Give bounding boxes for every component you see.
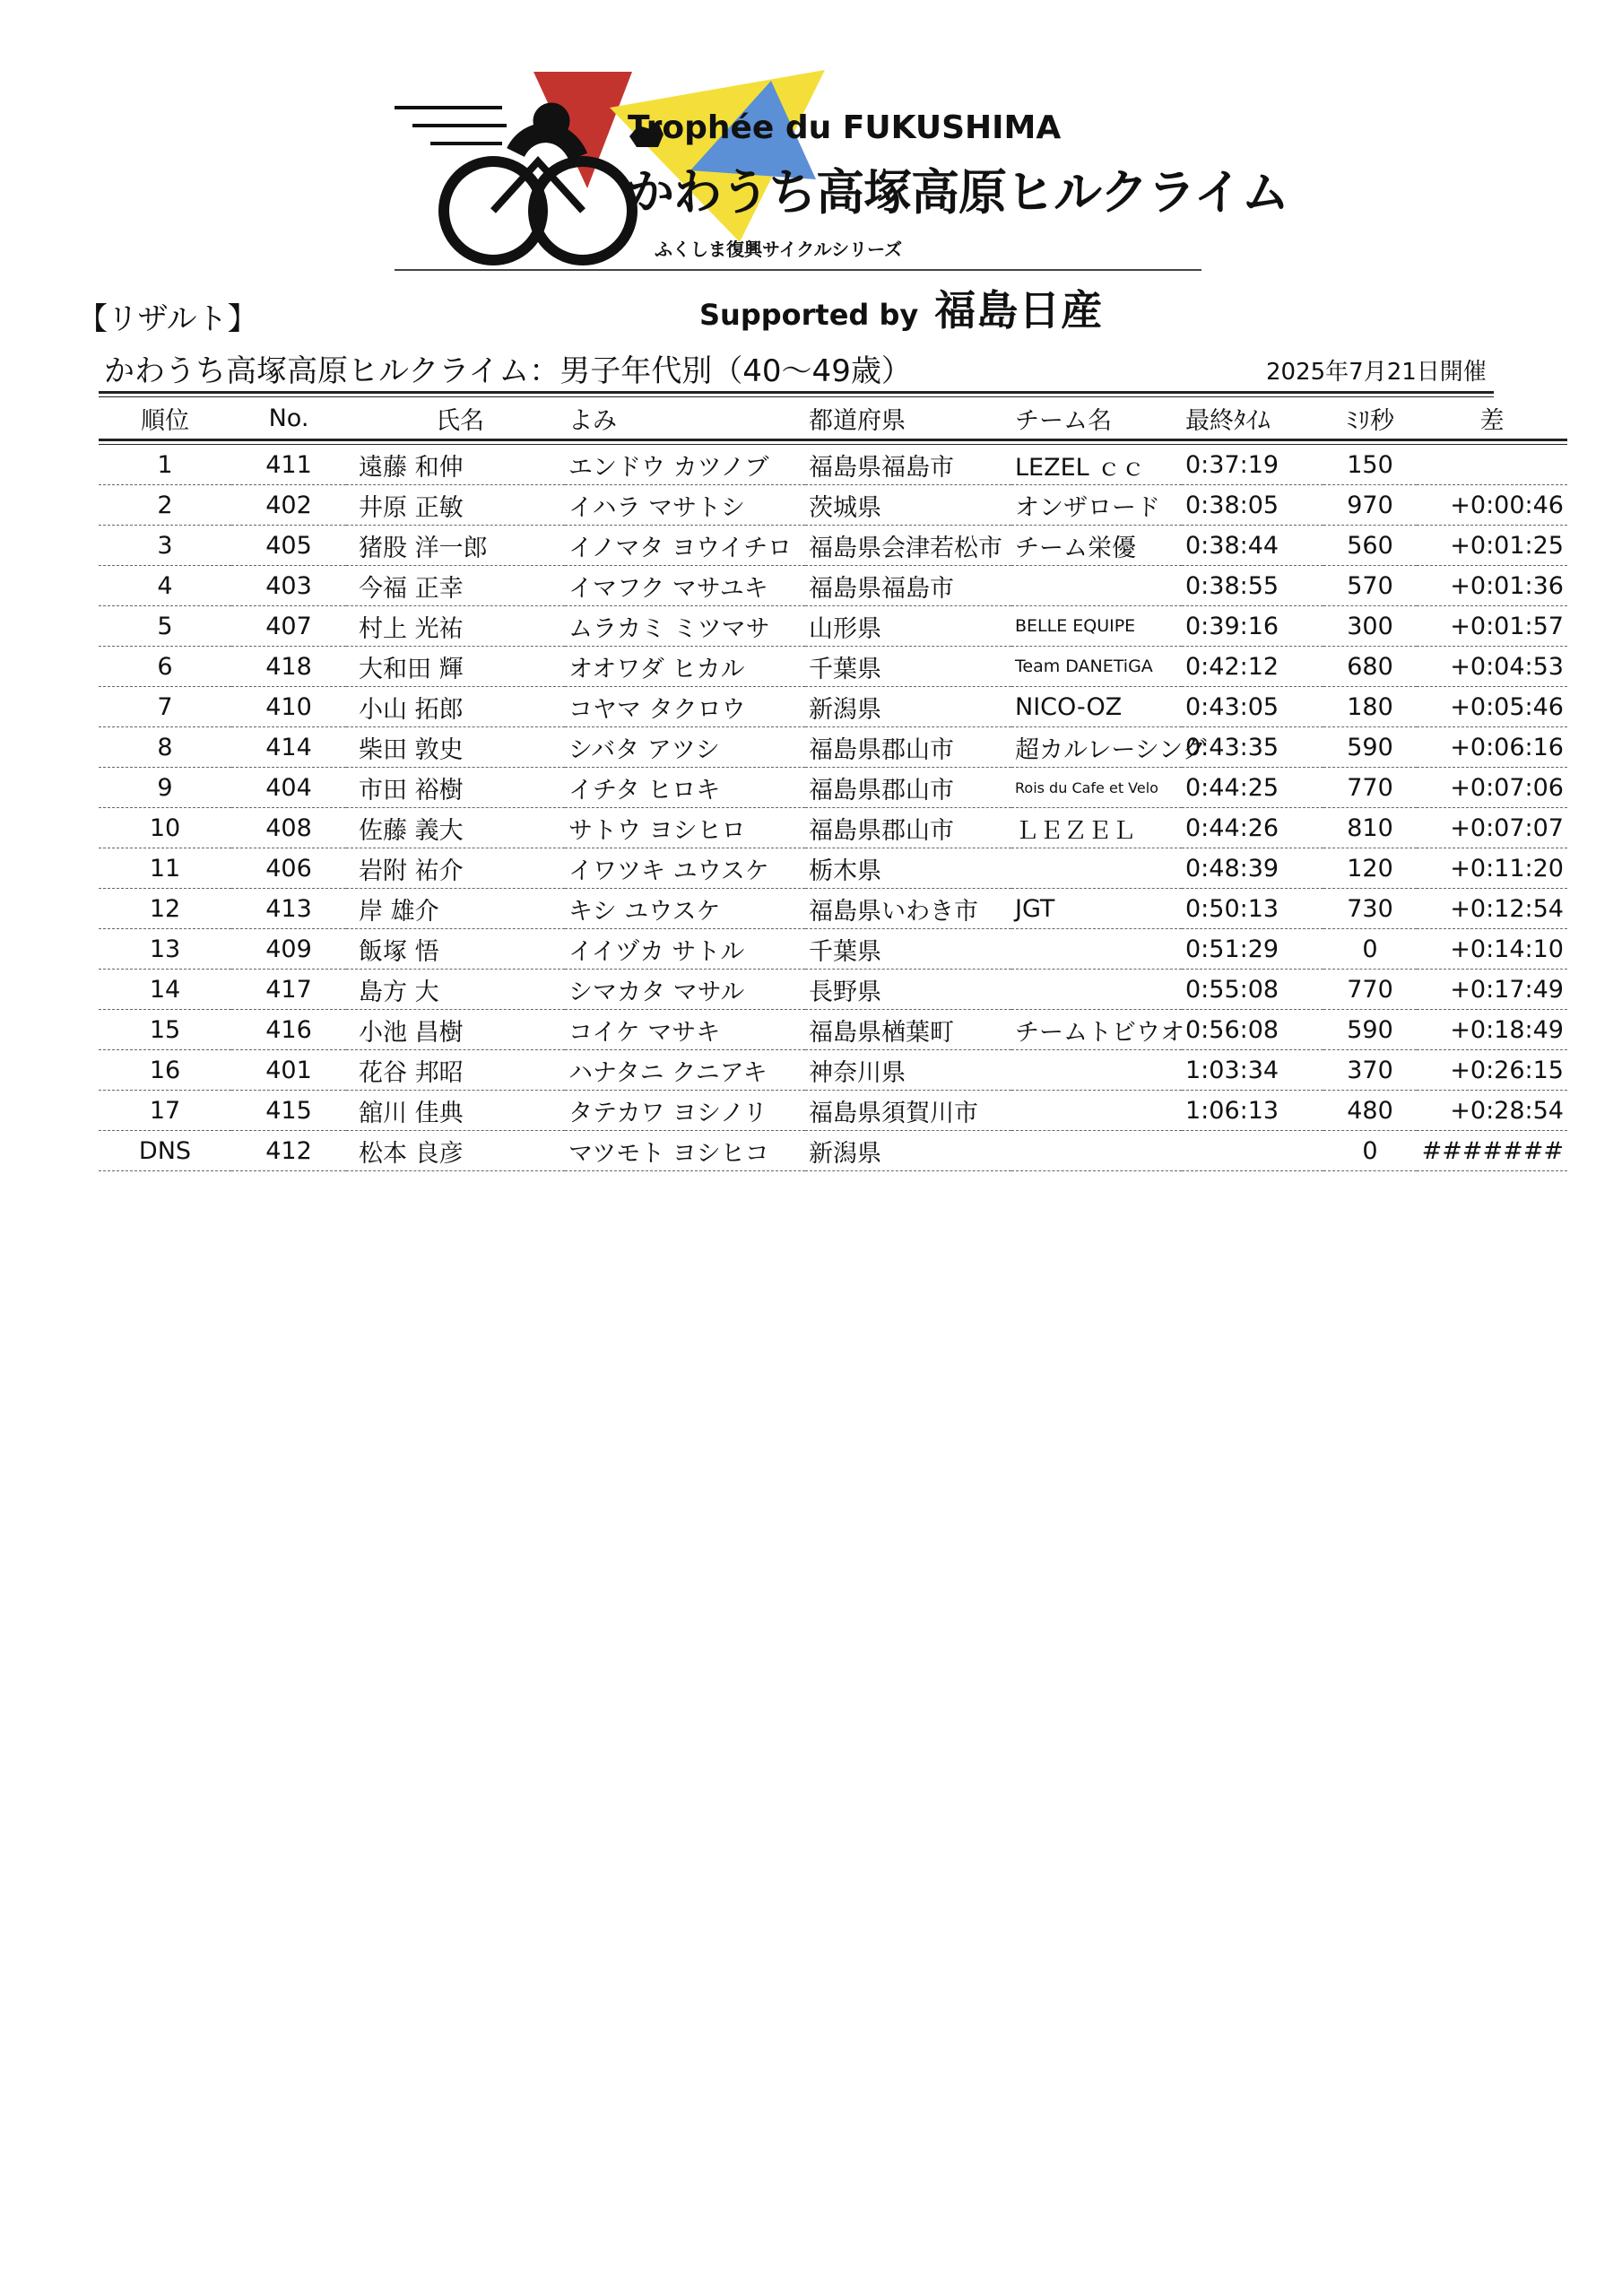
cell-pref: 福島県郡山市 bbox=[805, 808, 1011, 848]
table-header-row bbox=[99, 397, 1567, 439]
cell-rank: 17 bbox=[99, 1091, 231, 1131]
cell-time: 1:06:13 bbox=[1182, 1091, 1323, 1131]
table-row bbox=[99, 1010, 1567, 1050]
cell-ms: 300 bbox=[1323, 606, 1417, 647]
cell-time: 0:50:13 bbox=[1182, 889, 1323, 929]
cell-diff: +0:01:25 bbox=[1417, 526, 1567, 566]
cell-pref: 福島県須賀川市 bbox=[805, 1091, 1011, 1131]
cell-no: 415 bbox=[231, 1091, 346, 1131]
cell-diff: +0:01:57 bbox=[1417, 606, 1567, 647]
cell-diff: ####### bbox=[1417, 1131, 1567, 1171]
results-table bbox=[99, 397, 1567, 1171]
cell-name: 市田 裕樹 bbox=[346, 768, 565, 808]
cell-name: 柴田 敦史 bbox=[346, 727, 565, 768]
cell-team: Team DANETiGA bbox=[1011, 647, 1182, 687]
cell-rank: 2 bbox=[99, 485, 231, 526]
table-row bbox=[99, 445, 1567, 485]
cell-team bbox=[1011, 929, 1182, 970]
cell-time: 0:44:25 bbox=[1182, 768, 1323, 808]
cell-diff: +0:26:15 bbox=[1417, 1050, 1567, 1091]
table-row bbox=[99, 1131, 1567, 1171]
cell-name: 松本 良彦 bbox=[346, 1131, 565, 1171]
cell-no: 404 bbox=[231, 768, 346, 808]
cell-name: 村上 光祐 bbox=[346, 606, 565, 647]
cell-yomi: シバタ アツシ bbox=[565, 727, 805, 768]
results-table-wrap bbox=[99, 391, 1564, 1171]
cell-time: 0:38:44 bbox=[1182, 526, 1323, 566]
header-rule-row bbox=[99, 439, 1567, 445]
cell-rank: DNS bbox=[99, 1131, 231, 1171]
table-row bbox=[99, 1091, 1567, 1131]
cell-pref: 栃木県 bbox=[805, 848, 1011, 889]
logo-title: Trophée du FUKUSHIMA bbox=[628, 109, 1062, 146]
cell-yomi: イチタ ヒロキ bbox=[565, 768, 805, 808]
table-row bbox=[99, 526, 1567, 566]
cell-name: 岩附 祐介 bbox=[346, 848, 565, 889]
table-row bbox=[99, 606, 1567, 647]
cell-pref: 福島県福島市 bbox=[805, 566, 1011, 606]
cell-yomi: イハラ マサトシ bbox=[565, 485, 805, 526]
cell-yomi: タテカワ ヨシノリ bbox=[565, 1091, 805, 1131]
cell-pref: 新潟県 bbox=[805, 687, 1011, 727]
cell-yomi: エンドウ カツノブ bbox=[565, 445, 805, 485]
race-title: かわうち高塚高原ヒルクライム：男子年代別（40〜49歳） bbox=[104, 353, 912, 389]
supported-by bbox=[699, 278, 1103, 337]
sponsor-name: 福島日産 bbox=[934, 286, 1104, 335]
table-row bbox=[99, 647, 1567, 687]
cell-team: Rois du Cafe et Velo bbox=[1011, 768, 1182, 808]
table-top-rule bbox=[99, 391, 1494, 394]
cell-rank: 8 bbox=[99, 727, 231, 768]
cell-name: 小山 拓郎 bbox=[346, 687, 565, 727]
table-row bbox=[99, 1050, 1567, 1091]
cell-pref: 福島県郡山市 bbox=[805, 727, 1011, 768]
col-team: チーム名 bbox=[1015, 406, 1112, 435]
event-logo bbox=[395, 54, 1289, 287]
col-diff: 差 bbox=[1479, 406, 1505, 435]
cell-time: 0:42:12 bbox=[1182, 647, 1323, 687]
cell-no: 410 bbox=[231, 687, 346, 727]
header-rule-cell bbox=[99, 439, 1567, 445]
cell-ms: 0 bbox=[1323, 1131, 1417, 1171]
cell-rank: 1 bbox=[99, 445, 231, 485]
table-row bbox=[99, 889, 1567, 929]
cell-no: 416 bbox=[231, 1010, 346, 1050]
cell-ms: 0 bbox=[1323, 929, 1417, 970]
cell-ms: 590 bbox=[1323, 1010, 1417, 1050]
cell-no: 413 bbox=[231, 889, 346, 929]
cell-name: 遠藤 和伸 bbox=[346, 445, 565, 485]
cell-diff: +0:04:53 bbox=[1417, 647, 1567, 687]
cell-yomi: キシ ユウスケ bbox=[565, 889, 805, 929]
cell-time: 1:03:34 bbox=[1182, 1050, 1323, 1091]
cell-team: オンザロード bbox=[1011, 485, 1182, 526]
cell-yomi: イイヅカ サトル bbox=[565, 929, 805, 970]
cell-no: 405 bbox=[231, 526, 346, 566]
cell-time: 0:48:39 bbox=[1182, 848, 1323, 889]
cell-no: 409 bbox=[231, 929, 346, 970]
cell-diff: +0:05:46 bbox=[1417, 687, 1567, 727]
table-row bbox=[99, 485, 1567, 526]
cell-diff: +0:14:10 bbox=[1417, 929, 1567, 970]
cell-name: 佐藤 義大 bbox=[346, 808, 565, 848]
cell-ms: 770 bbox=[1323, 970, 1417, 1010]
cell-pref: 茨城県 bbox=[805, 485, 1011, 526]
cell-pref: 千葉県 bbox=[805, 647, 1011, 687]
cell-team: チームトビウオ bbox=[1011, 1010, 1182, 1050]
cell-no: 401 bbox=[231, 1050, 346, 1091]
cell-rank: 15 bbox=[99, 1010, 231, 1050]
cell-rank: 4 bbox=[99, 566, 231, 606]
cell-diff: +0:01:36 bbox=[1417, 566, 1567, 606]
table-row bbox=[99, 566, 1567, 606]
logo-divider bbox=[395, 269, 1201, 271]
cell-pref: 福島県楢葉町 bbox=[805, 1010, 1011, 1050]
cell-pref: 千葉県 bbox=[805, 929, 1011, 970]
cell-no: 406 bbox=[231, 848, 346, 889]
cell-rank: 6 bbox=[99, 647, 231, 687]
cell-time bbox=[1182, 1131, 1323, 1171]
cell-name: 井原 正敏 bbox=[346, 485, 565, 526]
cell-time: 0:55:08 bbox=[1182, 970, 1323, 1010]
col-rank: 順位 bbox=[141, 406, 189, 435]
col-ms: ﾐﾘ秒 bbox=[1346, 406, 1394, 435]
cell-pref: 福島県会津若松市 bbox=[805, 526, 1011, 566]
cell-team bbox=[1011, 566, 1182, 606]
cell-yomi: イノマタ ヨウイチロ bbox=[565, 526, 805, 566]
cell-yomi: ムラカミ ミツマサ bbox=[565, 606, 805, 647]
cell-pref: 神奈川県 bbox=[805, 1050, 1011, 1091]
cell-diff: +0:11:20 bbox=[1417, 848, 1567, 889]
cell-pref: 福島県福島市 bbox=[805, 445, 1011, 485]
cell-rank: 9 bbox=[99, 768, 231, 808]
cell-time: 0:44:26 bbox=[1182, 808, 1323, 848]
cell-time: 0:43:35 bbox=[1182, 727, 1323, 768]
cell-team bbox=[1011, 848, 1182, 889]
cell-pref: 長野県 bbox=[805, 970, 1011, 1010]
cell-ms: 570 bbox=[1323, 566, 1417, 606]
cell-time: 0:38:55 bbox=[1182, 566, 1323, 606]
cell-no: 412 bbox=[231, 1131, 346, 1171]
cell-yomi: サトウ ヨシヒロ bbox=[565, 808, 805, 848]
cell-diff: +0:07:07 bbox=[1417, 808, 1567, 848]
cell-no: 408 bbox=[231, 808, 346, 848]
cell-team: BELLE EQUIPE bbox=[1011, 606, 1182, 647]
cell-team bbox=[1011, 970, 1182, 1010]
cell-no: 418 bbox=[231, 647, 346, 687]
cell-team: NICO-OZ bbox=[1011, 687, 1182, 727]
cell-rank: 5 bbox=[99, 606, 231, 647]
cell-ms: 770 bbox=[1323, 768, 1417, 808]
table-row bbox=[99, 929, 1567, 970]
cell-rank: 16 bbox=[99, 1050, 231, 1091]
col-pref: 都道府県 bbox=[809, 406, 906, 435]
cell-no: 403 bbox=[231, 566, 346, 606]
table-row bbox=[99, 808, 1567, 848]
cell-rank: 10 bbox=[99, 808, 231, 848]
cell-ms: 810 bbox=[1323, 808, 1417, 848]
cell-pref: 福島県いわき市 bbox=[805, 889, 1011, 929]
col-name: 氏名 bbox=[436, 406, 484, 435]
cell-name: 舘川 佳典 bbox=[346, 1091, 565, 1131]
cell-team bbox=[1011, 1050, 1182, 1091]
cell-pref: 新潟県 bbox=[805, 1131, 1011, 1171]
cell-no: 414 bbox=[231, 727, 346, 768]
cell-diff: +0:07:06 bbox=[1417, 768, 1567, 808]
cell-ms: 480 bbox=[1323, 1091, 1417, 1131]
cell-yomi: コイケ マサキ bbox=[565, 1010, 805, 1050]
cell-name: 今福 正幸 bbox=[346, 566, 565, 606]
cell-name: 小池 昌樹 bbox=[346, 1010, 565, 1050]
cell-time: 0:43:05 bbox=[1182, 687, 1323, 727]
col-time: 最終ﾀｲﾑ bbox=[1185, 406, 1271, 435]
table-row bbox=[99, 727, 1567, 768]
cell-team bbox=[1011, 1131, 1182, 1171]
cell-rank: 3 bbox=[99, 526, 231, 566]
cell-ms: 590 bbox=[1323, 727, 1417, 768]
cell-ms: 560 bbox=[1323, 526, 1417, 566]
cell-team bbox=[1011, 1091, 1182, 1131]
cell-name: 大和田 輝 bbox=[346, 647, 565, 687]
table-row bbox=[99, 970, 1567, 1010]
cell-rank: 13 bbox=[99, 929, 231, 970]
cell-team: JGT bbox=[1011, 889, 1182, 929]
cell-yomi: オオワダ ヒカル bbox=[565, 647, 805, 687]
cell-diff: +0:12:54 bbox=[1417, 889, 1567, 929]
cell-team: チーム栄優 bbox=[1011, 526, 1182, 566]
cell-pref: 山形県 bbox=[805, 606, 1011, 647]
cell-team: ＬＥＺＥＬ bbox=[1011, 808, 1182, 848]
cell-team: 超カルレーシング bbox=[1011, 727, 1182, 768]
table-row bbox=[99, 768, 1567, 808]
logo-subtitle: かわうち高塚高原ヒルクライム bbox=[626, 164, 1289, 221]
cell-yomi: マツモト ヨシヒコ bbox=[565, 1131, 805, 1171]
cell-yomi: コヤマ タクロウ bbox=[565, 687, 805, 727]
cell-no: 402 bbox=[231, 485, 346, 526]
cell-pref: 福島県郡山市 bbox=[805, 768, 1011, 808]
cell-diff: +0:28:54 bbox=[1417, 1091, 1567, 1131]
cell-team: LEZEL ｃｃ bbox=[1011, 445, 1182, 485]
cell-ms: 120 bbox=[1323, 848, 1417, 889]
cell-time: 0:56:08 bbox=[1182, 1010, 1323, 1050]
cell-rank: 12 bbox=[99, 889, 231, 929]
result-label: 【リザルト】 bbox=[77, 301, 258, 337]
cell-name: 飯塚 悟 bbox=[346, 929, 565, 970]
cell-time: 0:37:19 bbox=[1182, 445, 1323, 485]
cell-diff: +0:18:49 bbox=[1417, 1010, 1567, 1050]
cell-diff bbox=[1417, 445, 1567, 485]
cell-yomi: ハナタニ クニアキ bbox=[565, 1050, 805, 1091]
cell-yomi: シマカタ マサル bbox=[565, 970, 805, 1010]
cell-ms: 680 bbox=[1323, 647, 1417, 687]
cell-time: 0:39:16 bbox=[1182, 606, 1323, 647]
cell-ms: 370 bbox=[1323, 1050, 1417, 1091]
results-body bbox=[99, 445, 1567, 1171]
cell-ms: 730 bbox=[1323, 889, 1417, 929]
cell-no: 411 bbox=[231, 445, 346, 485]
cell-rank: 7 bbox=[99, 687, 231, 727]
cell-name: 島方 大 bbox=[346, 970, 565, 1010]
cell-ms: 180 bbox=[1323, 687, 1417, 727]
cell-no: 407 bbox=[231, 606, 346, 647]
cell-name: 猪股 洋一郎 bbox=[346, 526, 565, 566]
supported-by-prefix: Supported by bbox=[699, 298, 919, 332]
cell-diff: +0:06:16 bbox=[1417, 727, 1567, 768]
logo-series: ふくしま復興サイクルシリーズ bbox=[655, 239, 903, 260]
cell-diff: +0:00:46 bbox=[1417, 485, 1567, 526]
cell-no: 417 bbox=[231, 970, 346, 1010]
cell-rank: 11 bbox=[99, 848, 231, 889]
col-no: No. bbox=[268, 404, 309, 432]
header-rule bbox=[99, 439, 1567, 441]
cell-rank: 14 bbox=[99, 970, 231, 1010]
cell-name: 花谷 邦昭 bbox=[346, 1050, 565, 1091]
cell-yomi: イワツキ ユウスケ bbox=[565, 848, 805, 889]
cell-yomi: イマフク マサユキ bbox=[565, 566, 805, 606]
cell-name: 岸 雄介 bbox=[346, 889, 565, 929]
cell-diff: +0:17:49 bbox=[1417, 970, 1567, 1010]
cell-ms: 150 bbox=[1323, 445, 1417, 485]
table-row bbox=[99, 687, 1567, 727]
col-yomi: よみ bbox=[568, 406, 617, 435]
cell-time: 0:51:29 bbox=[1182, 929, 1323, 970]
table-row bbox=[99, 848, 1567, 889]
race-date: 2025年7月21日開催 bbox=[1266, 359, 1487, 386]
cell-time: 0:38:05 bbox=[1182, 485, 1323, 526]
cell-ms: 970 bbox=[1323, 485, 1417, 526]
